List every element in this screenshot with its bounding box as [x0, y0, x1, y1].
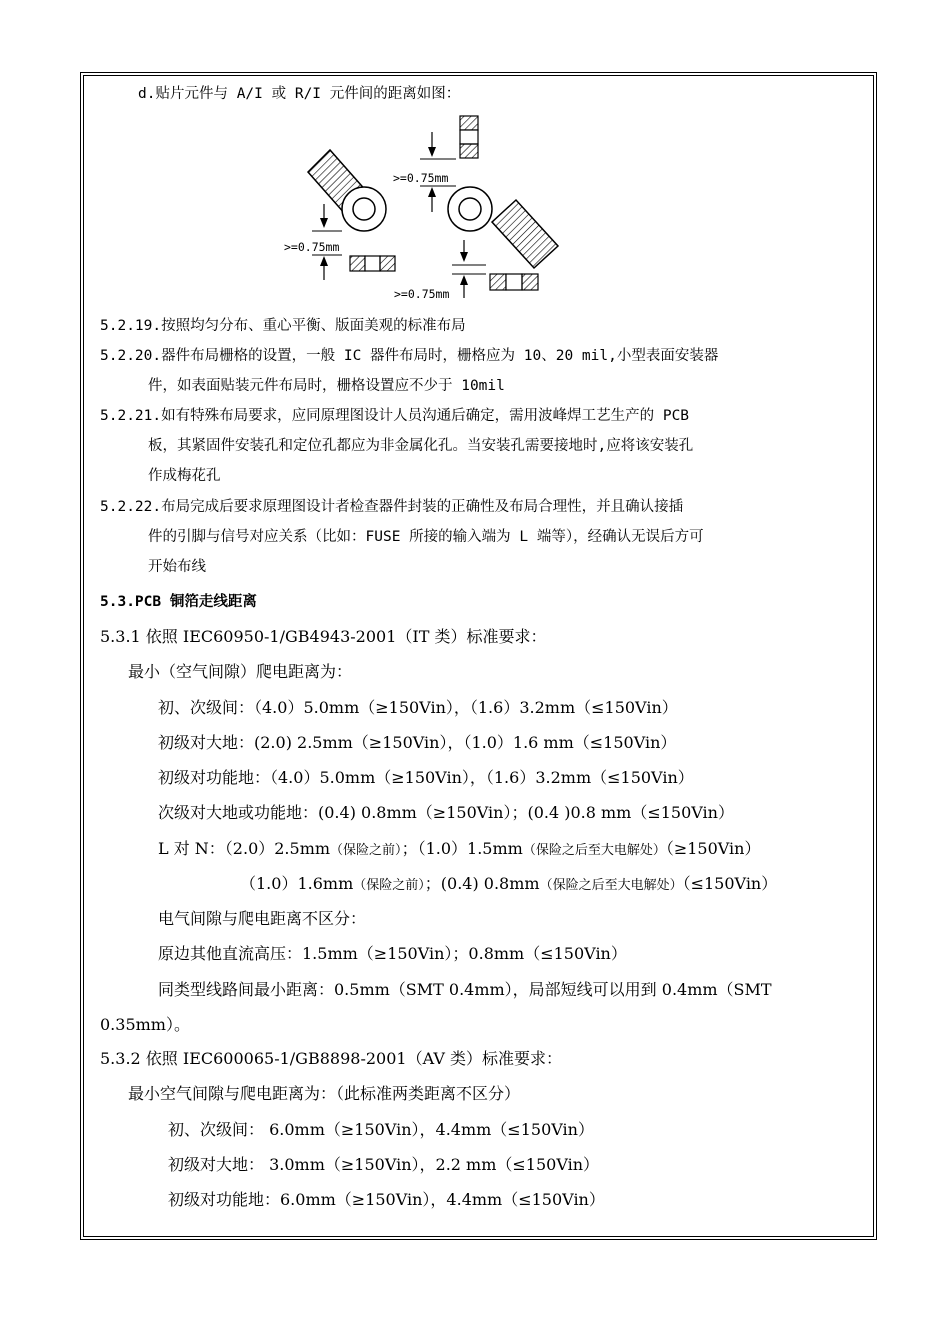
bottom-dim-label: >=0.75mm [394, 287, 450, 301]
av-row-primary-functional-earth: 初级对功能地：6.0mm（≥150Vin），4.4mm（≤150Vin） [168, 1190, 605, 1209]
section-5-2-19: 5.2.19.按照均匀分布、重心平衡、版面美观的标准布局 [100, 318, 466, 334]
spec-row-primary-functional-earth: 初级对功能地：（4.0）5.0mm（≥150Vin），（1.6）3.2mm（≤150Vin） [158, 768, 694, 787]
section-5-2-21-line1: 5.2.21.如有特殊布局要求，应同原理图设计人员沟通后确定，需用波峰焊工艺生产的 PCB [100, 408, 690, 424]
section-5-2-20-line1: 5.2.20.器件布局栅格的设置，一般 IC 器件布局时，栅格应为 10、20 mil,小型表面安装器 [100, 348, 719, 364]
section-5-2-22-line2: 件的引脚与信号对应关系（比如：FUSE 所接的输入端为 L 端等），经确认无误后方可 [148, 529, 704, 545]
section-5-3-1: 5.3.1 依照 IEC60950-1/GB4943-2001（IT 类）标准要求： [100, 627, 547, 646]
spec-row-dc-high-voltage: 原边其他直流高压：1.5mm（≥150Vin）；0.8mm（≤150Vin） [158, 944, 627, 963]
bottom-dimension [394, 240, 486, 301]
top-smd-chip [460, 116, 478, 158]
section-5-3-2: 5.3.2 依照 IEC600065-1/GB8898-2001（AV 类）标准要求： [100, 1049, 562, 1068]
ln-value-f: （≤150Vin） [682, 874, 778, 893]
ln-value-a: L 对 N：（2.0）2.5mm [158, 839, 331, 858]
left-dimension [284, 204, 342, 280]
right-smd-chip [490, 274, 538, 290]
spec-row-no-distinction: 电气间隙与爬电距离不区分： [158, 909, 367, 928]
section-5-2-21-line2: 板，其紧固件安装孔和定位孔都应为非金属化孔。当安装孔需要接地时,应将该安装孔 [148, 438, 694, 454]
spec-row-primary-secondary: 初、次级间：（4.0）5.0mm（≥150Vin），（1.6）3.2mm（≤150Vin） [158, 698, 678, 717]
ln-note-d: （保险之前） [353, 878, 425, 893]
ln-value-e: ；(0.4) 0.8mm [424, 874, 540, 893]
section-5-3-heading: 5.3.PCB 铜箔走线距离 [100, 594, 257, 610]
spec-row-same-type-line2: 0.35mm）。 [100, 1015, 190, 1034]
av-row-primary-earth: 初级对大地： 3.0mm（≥150Vin），2.2 mm（≤150Vin） [168, 1155, 600, 1174]
item-d-text: d.贴片元件与 A/I 或 R/I 元件间的距离如图： [138, 86, 461, 102]
top-dimension [393, 132, 456, 212]
ln-note-b: （保险之后至大电解处） [522, 843, 666, 858]
section-5-2-22-line3: 开始布线 [148, 559, 206, 575]
top-dim-label: >=0.75mm [393, 171, 449, 185]
section-5-2-22-line1: 5.2.22.布局完成后要求原理图设计者检查器件封装的正确性及布局合理性，并且确认接插 [100, 499, 684, 515]
section-5-2-21-line3: 作成梅花孔 [148, 468, 221, 484]
section-5-2-20-line2: 件，如表面贴装元件布局时，栅格设置应不少于 10mil [148, 378, 505, 394]
section-5-3-1-intro: 最小（空气间隙）爬电距离为： [128, 662, 353, 681]
ln-note-e: （保险之后至大电解处） [539, 878, 683, 893]
ln-value-d: （1.0）1.6mm [240, 874, 354, 893]
ln-note-a: （保险之前） [330, 843, 402, 858]
spec-row-primary-earth: 初级对大地：(2.0) 2.5mm（≥150Vin），（1.0）1.6 mm（≤150Vin） [158, 733, 677, 752]
left-smd-chip [350, 256, 395, 271]
spec-row-l-to-n-line1 [158, 839, 760, 861]
spec-row-l-to-n-line2 [240, 874, 777, 896]
section-5-3-2-intro: 最小空气间隙与爬电距离为：（此标准两类距离不区分） [128, 1084, 521, 1103]
spec-row-secondary-earth: 次级对大地或功能地：(0.4) 0.8mm（≥150Vin）；(0.4 )0.8 mm（≤150Vin） [158, 803, 734, 822]
left-component [308, 150, 386, 231]
ln-value-b: ；（1.0）1.5mm [401, 839, 523, 858]
av-row-primary-secondary: 初、次级间： 6.0mm（≥150Vin），4.4mm（≤150Vin） [168, 1120, 594, 1139]
spec-row-same-type-line1: 同类型线路间最小距离：0.5mm（SMT 0.4mm），局部短线可以用到 0.4mm（SMT [158, 980, 772, 999]
left-dim-label: >=0.75mm [284, 240, 340, 254]
clearance-diagram [270, 110, 570, 305]
ln-value-c: （≥150Vin） [665, 839, 761, 858]
